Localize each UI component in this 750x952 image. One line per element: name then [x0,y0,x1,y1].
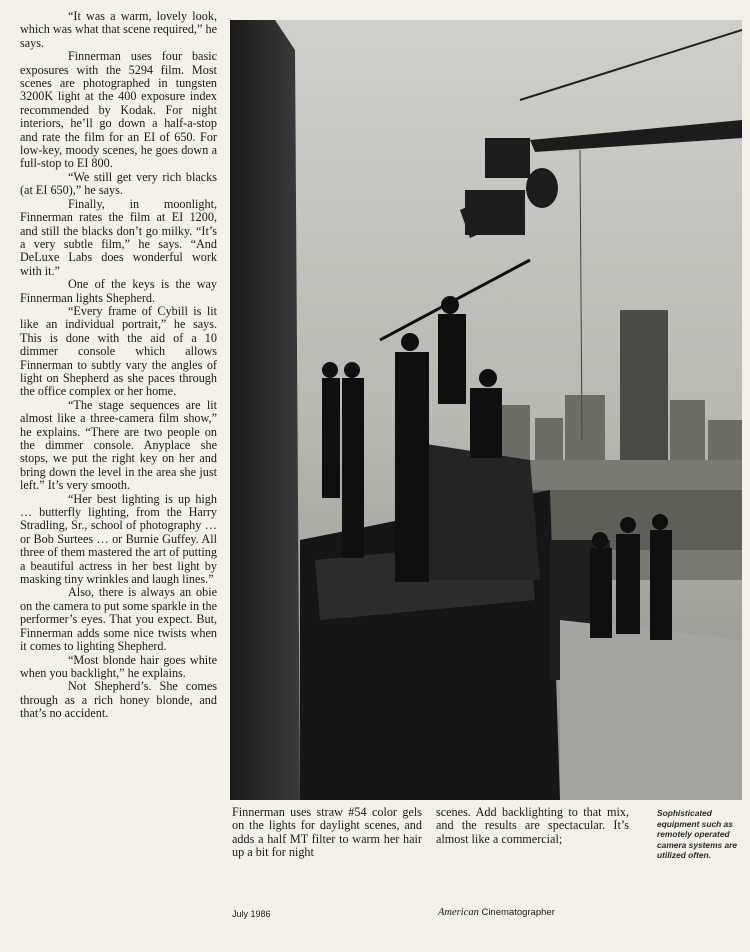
paragraph: “We still get very rich blacks (at EI 650),” he says. [20,169,217,198]
magazine-title-part1: American [438,907,479,918]
article-column-1 [20,10,217,721]
rooftop-crew-photo [230,20,742,800]
paragraph: Finally, in moonlight, Finnerman rates the film at EI 1200, and still the blacks don’t go milky. “It’s a very subtle film,” he says. “And DeLuxe Labs does wonderful work with it.” [20,196,217,278]
paragraph: “Most blonde hair goes white when you backlight,” he explains. [20,652,217,680]
photo-caption: Sophisticated equipment such as remotely operated camera systems are utilized often. [657,808,738,861]
magazine-title-part2: Cinematographer [481,907,555,918]
paragraph: “The stage sequences are lit almost like a three-camera film show,” he explains. “There are two people on the dimmer console. Anyplace she stops, we put the right key on her and bring down the level in the area she just left.” It’s very smooth. [20,397,217,493]
paragraph: Also, there is always an obie on the camera to put some sparkle in the performer’s eyes. That you expect. But, Finnerman adds some nice twists when it comes to lighting Shepherd. [20,585,217,654]
paragraph: Not Shepherd’s. She comes through as a rich honey blonde, and that’s no accident. [20,679,217,721]
paragraph: “Every frame of Cybill is lit like an individual portrait,” he says. This is done with the aid of a 10 dimmer console which allows Finnerman to subtly vary the angles of light on Shepherd as she paces through the office complex or her home. [20,303,217,399]
footer-date: July 1986 [232,909,271,919]
article-column-3 [436,806,629,846]
paragraph: Finnerman uses four basic exposures with the 5294 film. Most scenes are photographed in tungsten 3200K light at the 400 exposure index recommended by Kodak. For night interiors, he’ll go down a half-a-stop and rate the film for an EI of 650. For low-key, moody scenes, he goes down a full-stop to EI 800. [20,49,217,171]
article-column-2 [232,806,422,860]
paragraph: One of the keys is the way Finnerman lights Shepherd. [20,277,217,305]
paragraph: “Her best lighting is up high … butterfly lighting, from the Harry Stradling, Sr., school of photography … or Bob Surtees … or Burnie Guffey. All three of them mastered the art of putting a beautiful actress in her best light by masking tiny wrinkles and laugh lines.” [20,491,217,587]
footer-magazine-title [438,907,555,918]
paragraph: “It was a warm, lovely look, which was what that scene required,” he says. [20,9,217,50]
tower [230,20,300,800]
paragraph: scenes. Add backlighting to that mix, and the results are spectacular. It’s almost like a commercial; [436,805,629,846]
paragraph: Finnerman uses straw #54 color gels on the lights for daylight scenes, and adds a half MT filter to warm her hair up a bit for night [232,805,422,860]
